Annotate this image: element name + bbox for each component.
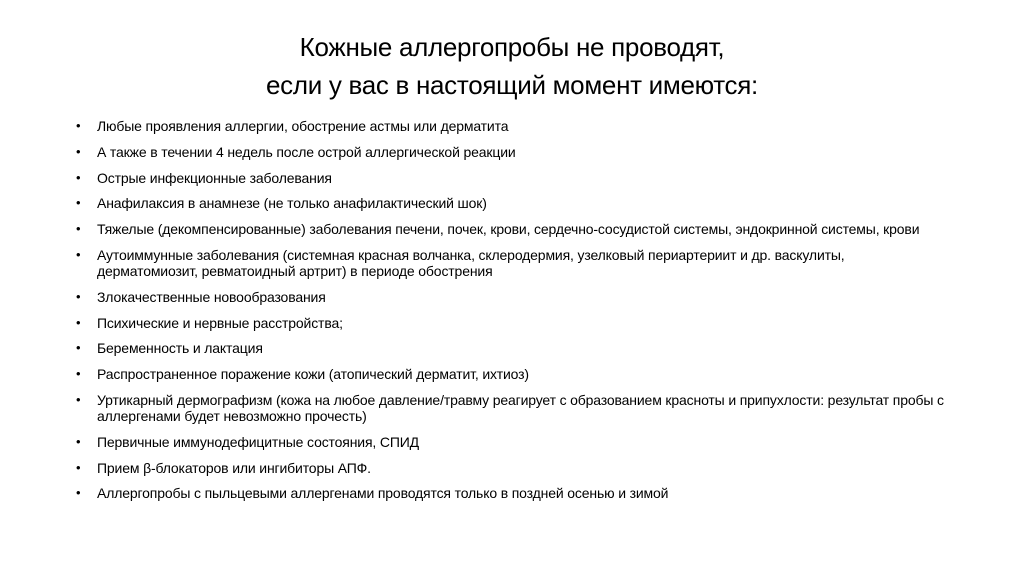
bullet-icon: •	[76, 391, 81, 407]
list-item-text: Острые инфекционные заболевания	[97, 169, 332, 186]
list-item-text: Уртикарный дермографизм (кожа на любое давление/травму реагирует с образованием красноты и припухлости: результат пробы с аллергенами будет невозможно прочесть)	[97, 391, 944, 424]
bullet-icon: •	[76, 340, 81, 356]
list-item	[76, 118, 946, 134]
list-item	[76, 392, 946, 424]
list-item	[76, 247, 946, 279]
bullet-icon: •	[76, 246, 81, 262]
list-item	[76, 195, 946, 211]
list-item-text: Прием β-блокаторов или ингибиторы АПФ.	[97, 459, 371, 476]
list-item-text: Распространенное поражение кожи (атопический дерматит, ихтиоз)	[97, 366, 529, 383]
list-item	[76, 144, 946, 160]
bullet-icon: •	[76, 118, 81, 133]
bullet-icon: •	[76, 288, 81, 304]
list-item	[76, 315, 946, 331]
contraindications-list	[76, 118, 946, 511]
list-item-text: Анафилаксия в анамнезе (не только анафилактический шок)	[97, 195, 487, 212]
list-item-text: Тяжелые (декомпенсированные) заболевания печени, почек, крови, сердечно-сосудистой системы, эндокринной системы, крови	[97, 221, 920, 238]
list-item-text: Аллергопробы с пыльцевыми аллергенами проводятся только в поздней осенью и зимой	[97, 485, 669, 502]
title-line-1: Кожные аллергопробы не проводят,	[299, 32, 725, 62]
list-item	[76, 460, 946, 476]
bullet-icon: •	[76, 169, 81, 185]
list-item	[76, 289, 946, 305]
list-item-text: Психические и нервные расстройства;	[97, 314, 343, 331]
list-item-text: Любые проявления аллергии, обострение астмы или дерматита	[97, 118, 509, 134]
list-item	[76, 434, 946, 450]
bullet-icon: •	[76, 143, 81, 159]
bullet-icon: •	[76, 433, 81, 449]
list-item-text: Аутоиммунные заболевания (системная красная волчанка, склеродермия, узелковый периартериит и др. васкулиты, дерматомиозит, ревматоидный артрит) в периоде обострения	[97, 246, 845, 279]
bullet-icon: •	[76, 459, 81, 475]
list-item	[76, 340, 946, 356]
slide-title	[60, 28, 964, 104]
bullet-icon: •	[76, 485, 81, 501]
list-item	[76, 366, 946, 382]
bullet-icon: •	[76, 314, 81, 330]
list-item	[76, 170, 946, 186]
list-item-text: Первичные иммунодефицитные состояния, СПИД	[97, 433, 420, 450]
list-item-text: А также в течении 4 недель после острой аллергической реакции	[97, 143, 516, 160]
title-line-2: если у вас в настоящий момент имеются:	[266, 70, 758, 100]
bullet-icon: •	[76, 366, 81, 382]
list-item	[76, 485, 946, 501]
list-item	[76, 221, 946, 237]
list-item-text: Злокачественные новообразования	[97, 288, 326, 305]
bullet-icon: •	[76, 221, 81, 237]
bullet-icon: •	[76, 195, 81, 211]
list-item-text: Беременность и лактация	[97, 340, 263, 357]
